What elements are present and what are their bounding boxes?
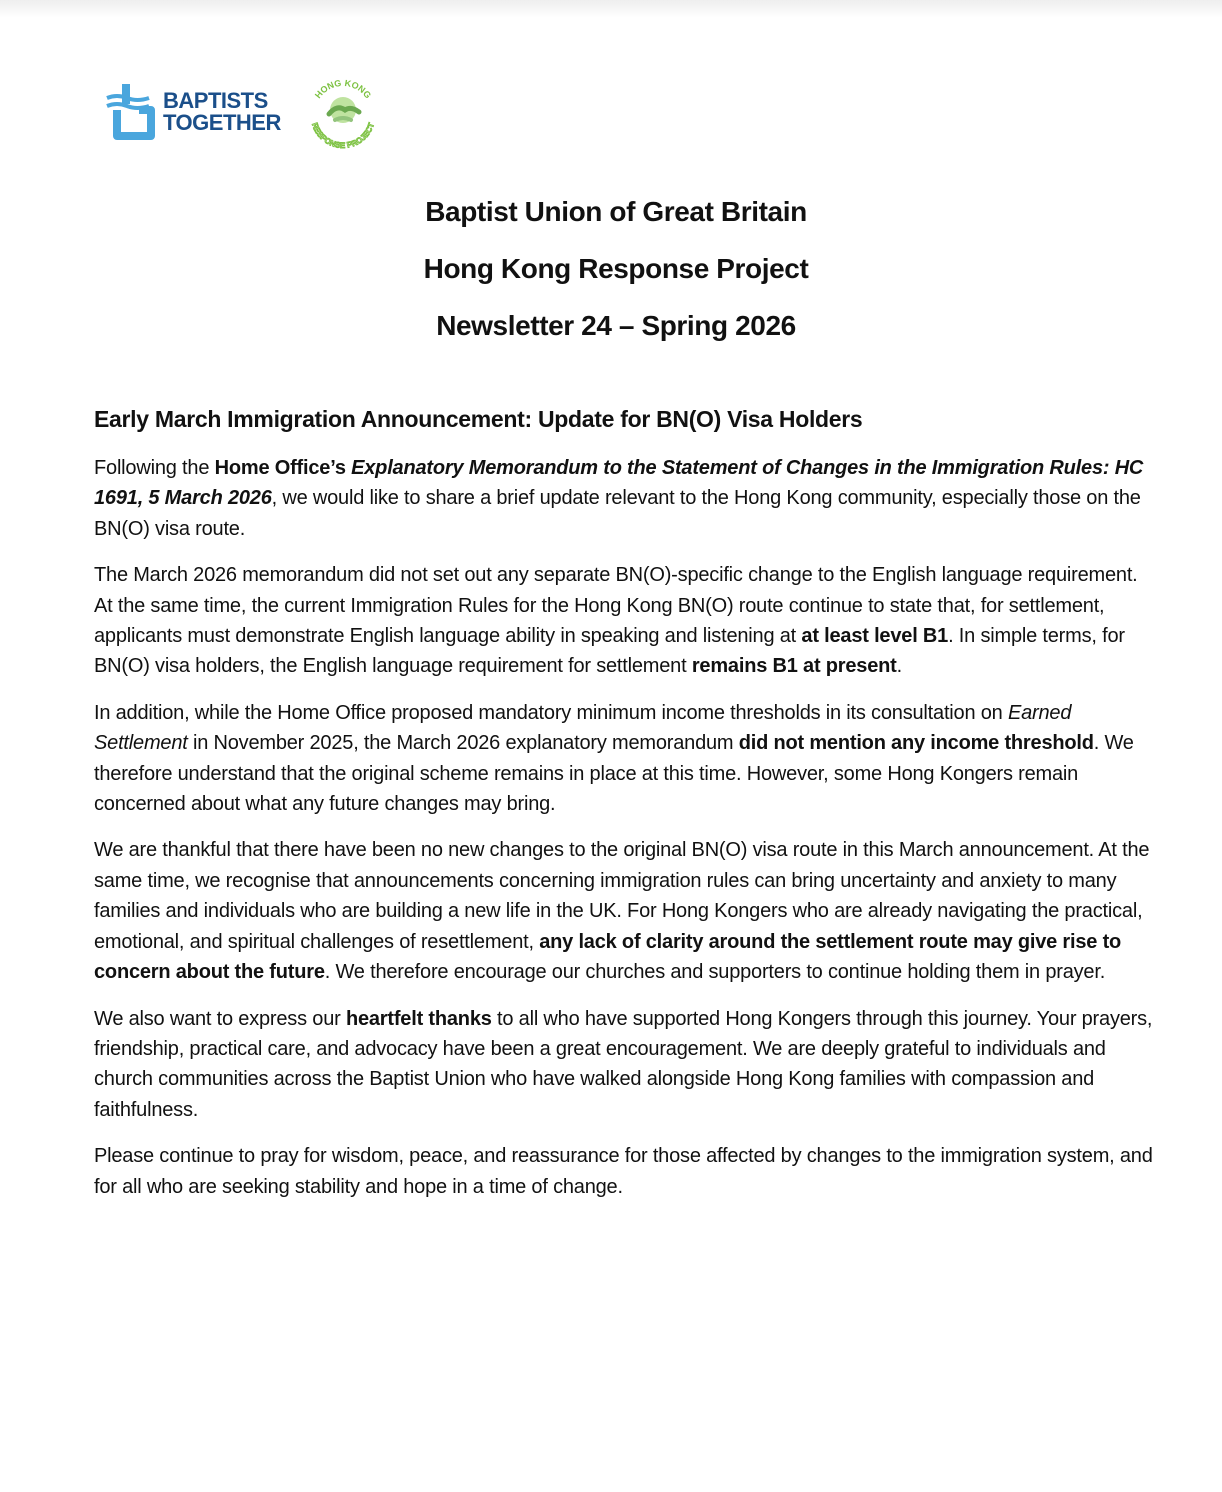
paragraph-text: The March 2026 memorandum did not set out any separate BN(O)-specific change to the English language requirement. At the same time, the current Immigration Rules for the Hong Kong BN(O) route continue to state that, for settlement, applicants must demonstrate English language ability in speaking and listening at	[94, 564, 1138, 648]
svg-text:RESPONSE PROJECT: RESPONSE PROJECT	[309, 121, 376, 151]
body-paragraph	[94, 835, 1154, 987]
organisation-title: Baptist Union of Great Britain	[425, 196, 807, 227]
newsletter-issue-title: Newsletter 24 – Spring 2026	[436, 310, 796, 341]
body-paragraph	[94, 453, 1154, 544]
body-paragraph	[94, 560, 1154, 682]
baptists-together-wordmark	[163, 90, 281, 134]
newsletter-header	[0, 183, 1222, 354]
logo-bar	[103, 70, 385, 154]
baptists-together-line1: BAPTISTS	[163, 88, 268, 113]
paragraph-list	[94, 453, 1154, 1202]
emphasis-text: any lack of clarity around the settlement route may give rise to concern about the future	[94, 930, 1122, 984]
baptists-together-line2: TOGETHER	[163, 110, 281, 135]
section-title: Early March Immigration Announcement: Update for BN(O) Visa Holders	[94, 406, 863, 432]
baptists-together-logo	[103, 82, 281, 142]
emphasis-text: at least level B1	[801, 625, 949, 648]
hong-kong-response-project-logo	[301, 70, 385, 154]
paragraph-text: . We therefore understand that the original scheme remains in place at this time. However, some Hong Kongers remain concerned about what any future changes may bring.	[94, 732, 1134, 816]
emphasis-text: heartfelt thanks	[345, 1007, 492, 1030]
paragraph-text: . We therefore encourage our churches and supporters to continue holding them in prayer.	[324, 961, 1106, 984]
emphasis-text: Explanatory Memorandum to the Statement of Changes in the Immigration Rules: HC 1691, 5 March 2026	[94, 457, 1144, 510]
paragraph-text: In addition, while the Home Office proposed mandatory minimum income thresholds in its consultation on	[94, 701, 1008, 724]
emphasis-text: Home Office’s	[214, 457, 352, 479]
paragraph-text: to all who have supported Hong Kongers through this journey. Your prayers, friendship, practical care, and advocacy have been a great encouragement. We are deeply grateful to individuals and church communities across the Baptist Union who have walked alongside Hong Kong families with compassion and faithfulness.	[94, 1007, 1153, 1121]
body-paragraph	[94, 1141, 1154, 1202]
paragraph-text: in November 2025, the March 2026 explanatory memorandum	[187, 732, 739, 755]
paragraph-text: We are thankful that there have been no new changes to the original BN(O) visa route in this March announcement. At the same time, we recognise that announcements concerning immigration rules can bring uncertainty and anxiety to many families and individuals who are building a new life in the UK. For Hong Kongers who are already navigating the practical, emotional, and spiritual challenges of resettlement,	[94, 839, 1150, 953]
body-paragraph	[94, 1004, 1154, 1126]
paragraph-text: , we would like to share a brief update relevant to the Hong Kong community, especially those on the BN(O) visa route.	[94, 487, 1141, 540]
paragraph-text: Please continue to pray for wisdom, peace, and reassurance for those affected by changes to the immigration system, and for all who are seeking stability and hope in a time of change.	[94, 1145, 1153, 1198]
emphasis-text: remains B1 at present	[691, 655, 897, 678]
project-title: Hong Kong Response Project	[423, 253, 809, 284]
paragraph-text: .	[896, 655, 902, 678]
newsletter-body	[94, 402, 1154, 1218]
paragraph-text: Following the	[94, 457, 215, 479]
paragraph-text: . In simple terms, for BN(O) visa holders, the English language requirement for settlement	[94, 625, 1125, 678]
body-paragraph	[94, 698, 1154, 820]
baptists-together-cross-icon	[103, 82, 157, 142]
paragraph-text: We also want to express our	[94, 1007, 346, 1030]
svg-text:HONG KONG: HONG KONG	[312, 77, 373, 101]
page-top-shadow	[0, 0, 1222, 18]
emphasis-text: Earned Settlement	[94, 701, 1072, 755]
emphasis-text: did not mention any income threshold	[738, 732, 1094, 755]
